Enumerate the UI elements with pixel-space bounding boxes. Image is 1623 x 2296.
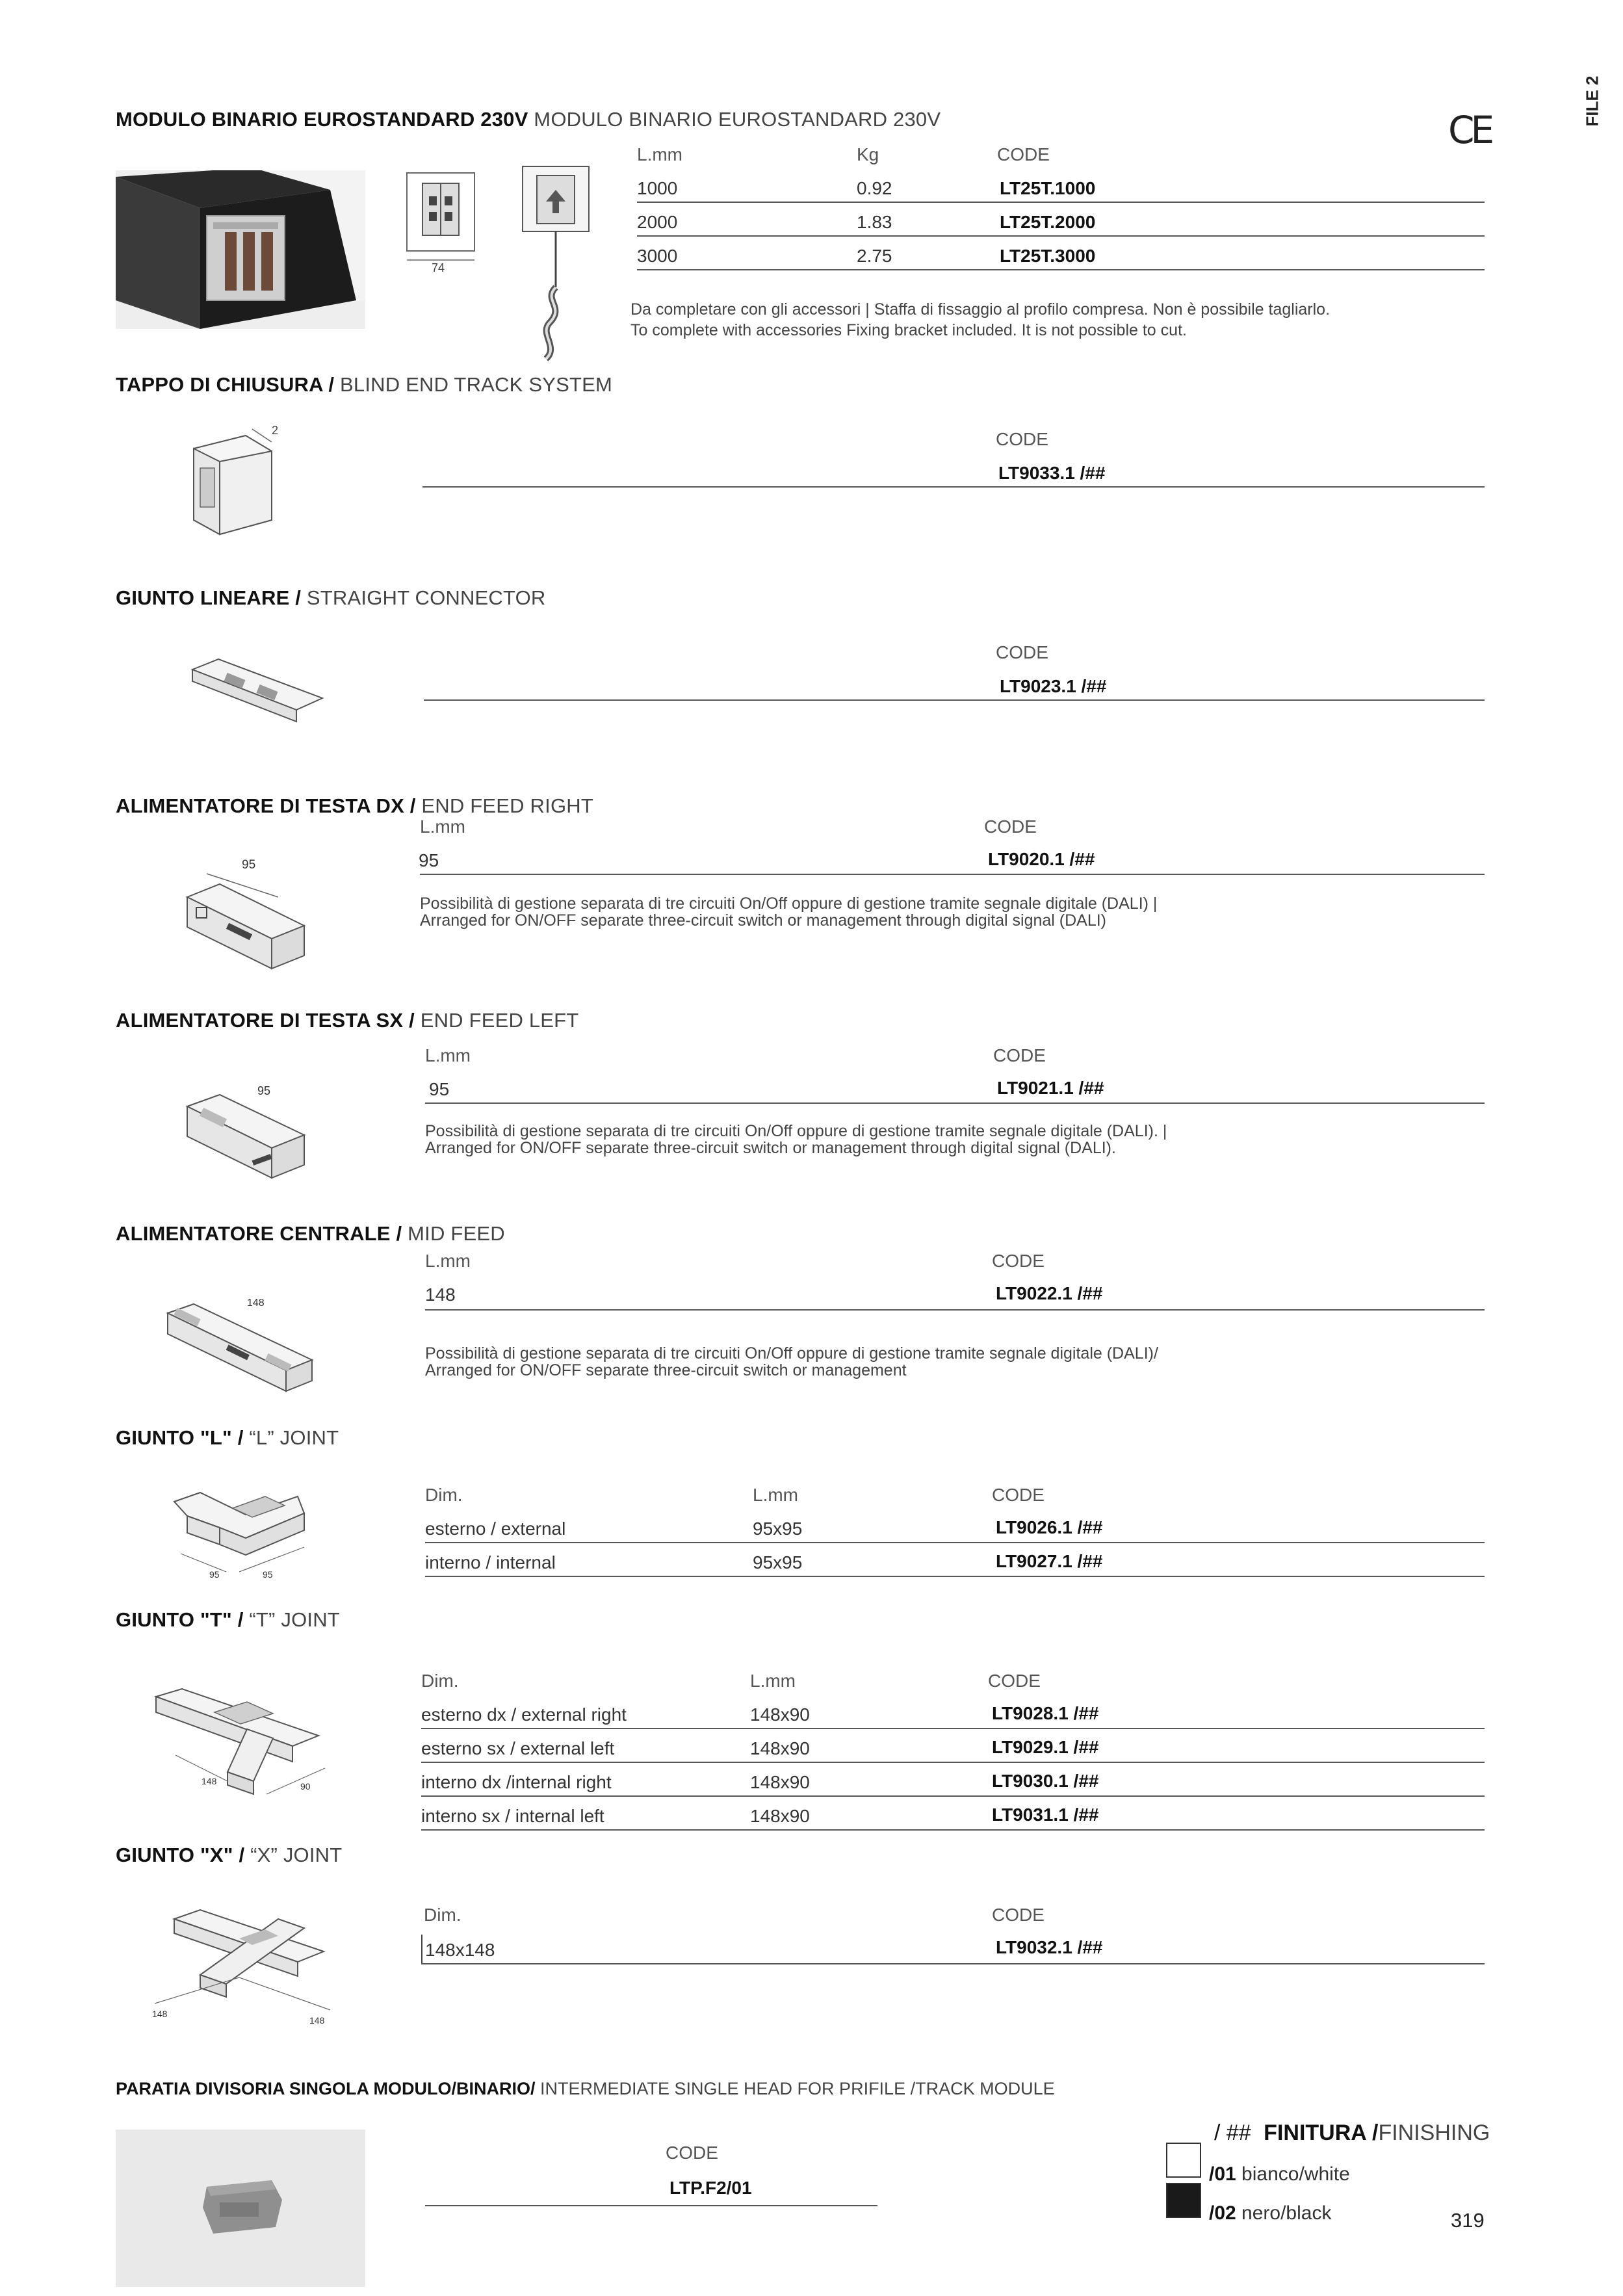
modulo-header-kg: Kg	[857, 144, 879, 164]
feed-right-length: 95	[419, 850, 439, 870]
feed-left-note-it: Possibilità di gestione separata di tre circuiti On/Off oppure di gestione tramite segnale digitale (DALI). |	[425, 1122, 1167, 1140]
t-joint-row-3-dim: interno dx /internal right	[421, 1772, 612, 1792]
mid-feed-dim-label: 148	[247, 1298, 265, 1309]
x-joint-title: GIUNTO "X" / “X” JOINT	[116, 1844, 343, 1866]
modulo-row-2-kg: 1.83	[857, 212, 892, 232]
modulo-row-1-kg: 0.92	[857, 178, 892, 198]
x-joint-rule	[421, 1963, 1485, 1964]
modulo-row-3-rule	[637, 269, 1485, 270]
side-tab	[1573, 65, 1612, 143]
t-joint-row-2-dim: esterno sx / external left	[421, 1738, 615, 1758]
l-joint-row-1-rule	[425, 1542, 1485, 1543]
tappo-title: TAPPO DI CHIUSURA / BLIND END TRACK SYSTEM	[116, 373, 612, 396]
ce-mark: CE	[1448, 108, 1491, 152]
feed-left-dim-label: 95	[257, 1084, 271, 1097]
finish-swatch-black	[1166, 2183, 1201, 2218]
feed-right-title: ALIMENTATORE DI TESTA DX / END FEED RIGHT	[116, 794, 593, 817]
mid-feed-drawing	[161, 1287, 317, 1398]
track-profile-image	[116, 170, 365, 329]
mid-feed-header-length: L.mm	[425, 1251, 471, 1271]
t-joint-row-2-length: 148x90	[750, 1738, 810, 1758]
x-joint-dim: 148x148	[425, 1940, 495, 1960]
l-joint-header-length: L.mm	[753, 1485, 798, 1505]
feed-right-dim-label: 95	[242, 858, 256, 872]
t-joint-row-3-code: LT9030.1 /##	[992, 1771, 1099, 1791]
l-joint-title: GIUNTO "L" / “L” JOINT	[116, 1426, 339, 1449]
t-joint-row-4-code: LT9031.1 /##	[992, 1805, 1099, 1825]
giunto-lineare-code: LT9023.1 /##	[1000, 676, 1107, 696]
l-joint-header-dim: Dim.	[425, 1485, 463, 1505]
modulo-header-length: L.mm	[637, 144, 682, 164]
mid-feed-header-code: CODE	[992, 1251, 1045, 1271]
t-joint-row-1-dim: esterno dx / external right	[421, 1704, 627, 1725]
feed-left-title: ALIMENTATORE DI TESTA SX / END FEED LEFT	[116, 1009, 579, 1032]
end-cap-drawing	[187, 423, 285, 540]
t-joint-row-1-rule	[421, 1728, 1485, 1729]
l-joint-row-2-rule	[425, 1576, 1485, 1577]
modulo-header-code: CODE	[997, 144, 1050, 164]
t-joint-header-dim: Dim.	[421, 1671, 459, 1691]
t-joint-dim-b: 90	[300, 1781, 311, 1792]
giunto-lineare-rule	[424, 699, 1485, 701]
feed-left-note-en: Arranged for ON/OFF separate three-circuit switch or management through digital signal (DALI).	[425, 1139, 1116, 1157]
modulo-row-2-code: LT25T.2000	[1000, 212, 1096, 232]
t-joint-row-1-code: LT9028.1 /##	[992, 1703, 1099, 1723]
feed-right-header-code: CODE	[984, 816, 1037, 837]
mid-feed-note-en: Arranged for ON/OFF separate three-circuit switch or management	[425, 1361, 907, 1379]
l-joint-drawing	[168, 1482, 311, 1580]
l-joint-row-2-code: LT9027.1 /##	[996, 1551, 1103, 1571]
feed-right-note-it: Possibilità di gestione separata di tre circuiti On/Off oppure di gestione tramite segnale digitale (DALI) |	[420, 894, 1158, 913]
t-joint-dim-a: 148	[201, 1776, 217, 1786]
t-joint-row-4-dim: interno sx / internal left	[421, 1806, 604, 1826]
feed-right-header-length: L.mm	[420, 816, 465, 837]
l-joint-row-1-code: LT9026.1 /##	[996, 1517, 1103, 1537]
t-joint-title: GIUNTO "T" / “T” JOINT	[116, 1608, 340, 1631]
x-joint-code: LT9032.1 /##	[996, 1937, 1103, 1957]
x-joint-dim-a: 148	[152, 2009, 168, 2019]
l-joint-row-2-dim: interno / internal	[425, 1552, 556, 1572]
t-joint-row-2-rule	[421, 1762, 1485, 1763]
page-number: 319	[1451, 2209, 1485, 2232]
side-tab-label: FILE 2	[1582, 75, 1602, 127]
l-joint-row-1-length: 95x95	[753, 1519, 803, 1539]
t-joint-header-length: L.mm	[750, 1671, 796, 1691]
modulo-row-1-code: LT25T.1000	[1000, 178, 1096, 198]
x-joint-drawing	[148, 1906, 337, 2036]
giunto-lineare-header-code: CODE	[996, 642, 1048, 662]
feed-left-length: 95	[429, 1079, 450, 1099]
modulo-row-1-rule	[637, 202, 1485, 203]
mid-feed-rule	[425, 1309, 1485, 1311]
x-joint-dim-b: 148	[309, 2015, 325, 2026]
track-width-label: 74	[432, 261, 445, 274]
modulo-row-3-code: LT25T.3000	[1000, 246, 1096, 266]
modulo-row-2-length: 2000	[637, 212, 678, 232]
t-joint-row-1-length: 148x90	[750, 1704, 810, 1725]
modulo-note-en: To complete with accessories Fixing bracket included. It is not possible to cut.	[630, 321, 1187, 339]
paratia-header-code: CODE	[666, 2143, 718, 2163]
modulo-title: MODULO BINARIO EUROSTANDARD 230V MODULO BINARIO EUROSTANDARD 230V	[116, 108, 941, 131]
tappo-header-code: CODE	[996, 429, 1048, 449]
mid-feed-note-it: Possibilità di gestione separata di tre circuiti On/Off oppure di gestione tramite segnale digitale (DALI)/	[425, 1344, 1158, 1363]
feed-left-rule	[425, 1102, 1485, 1104]
mid-feed-title: ALIMENTATORE CENTRALE / MID FEED	[116, 1222, 505, 1245]
x-joint-cursor-bar	[421, 1935, 422, 1963]
mid-feed-code: LT9022.1 /##	[996, 1283, 1103, 1303]
modulo-row-2-rule	[637, 235, 1485, 237]
t-joint-row-3-rule	[421, 1795, 1485, 1797]
feed-left-code: LT9021.1 /##	[997, 1078, 1104, 1098]
l-joint-row-2-length: 95x95	[753, 1552, 803, 1572]
tappo-rule	[422, 486, 1485, 488]
end-cap-dim-label: 2	[272, 424, 279, 437]
finish-option-white: /01 bianco/white	[1209, 2163, 1350, 2185]
paratia-title: PARATIA DIVISORIA SINGOLA MODULO/BINARIO/ INTERMEDIATE SINGLE HEAD FOR PRIFILE /TRACK MODULE	[116, 2079, 1055, 2098]
end-feed-right-drawing	[181, 871, 311, 975]
t-joint-row-3-length: 148x90	[750, 1772, 810, 1792]
modulo-row-3-length: 3000	[637, 246, 678, 266]
modulo-row-3-kg: 2.75	[857, 246, 892, 266]
mid-feed-length: 148	[425, 1285, 456, 1305]
modulo-note-it: Da completare con gli accessori | Staffa di fissaggio al profilo compresa. Non è possibile tagliarlo.	[630, 300, 1331, 319]
feed-left-header-code: CODE	[993, 1045, 1046, 1065]
feed-left-header-length: L.mm	[425, 1045, 471, 1065]
t-joint-header-code: CODE	[988, 1671, 1041, 1691]
giunto-lineare-title: GIUNTO LINEARE / STRAIGHT CONNECTOR	[116, 586, 546, 609]
tappo-code: LT9033.1 /##	[998, 463, 1106, 483]
l-joint-header-code: CODE	[992, 1485, 1045, 1505]
straight-connector-drawing	[186, 650, 329, 728]
l-joint-dim-a: 95	[209, 1569, 220, 1580]
t-joint-row-4-length: 148x90	[750, 1806, 810, 1826]
finish-swatch-white	[1166, 2143, 1201, 2178]
paratia-rule	[425, 2205, 877, 2206]
feed-right-code: LT9020.1 /##	[988, 849, 1095, 869]
feed-right-rule	[420, 874, 1485, 875]
modulo-row-1-length: 1000	[637, 178, 678, 198]
feed-right-note-en: Arranged for ON/OFF separate three-circuit switch or management through digital signal (DALI)	[420, 911, 1107, 930]
paratia-image	[116, 2130, 365, 2287]
l-joint-row-1-dim: esterno / external	[425, 1519, 566, 1539]
t-joint-row-4-rule	[421, 1829, 1485, 1831]
t-joint-row-2-code: LT9029.1 /##	[992, 1737, 1099, 1757]
track-section-drawing	[403, 170, 481, 274]
finish-option-black: /02 nero/black	[1209, 2202, 1332, 2224]
paratia-code: LTP.F2/01	[669, 2178, 752, 2198]
x-joint-header-code: CODE	[992, 1905, 1045, 1925]
x-joint-header-dim: Dim.	[424, 1905, 461, 1925]
track-bracket-drawing	[520, 164, 591, 365]
end-feed-left-drawing	[181, 1087, 311, 1191]
l-joint-dim-b: 95	[263, 1569, 273, 1580]
finishing-title: / ## FINITURA /FINISHING	[1214, 2120, 1490, 2145]
